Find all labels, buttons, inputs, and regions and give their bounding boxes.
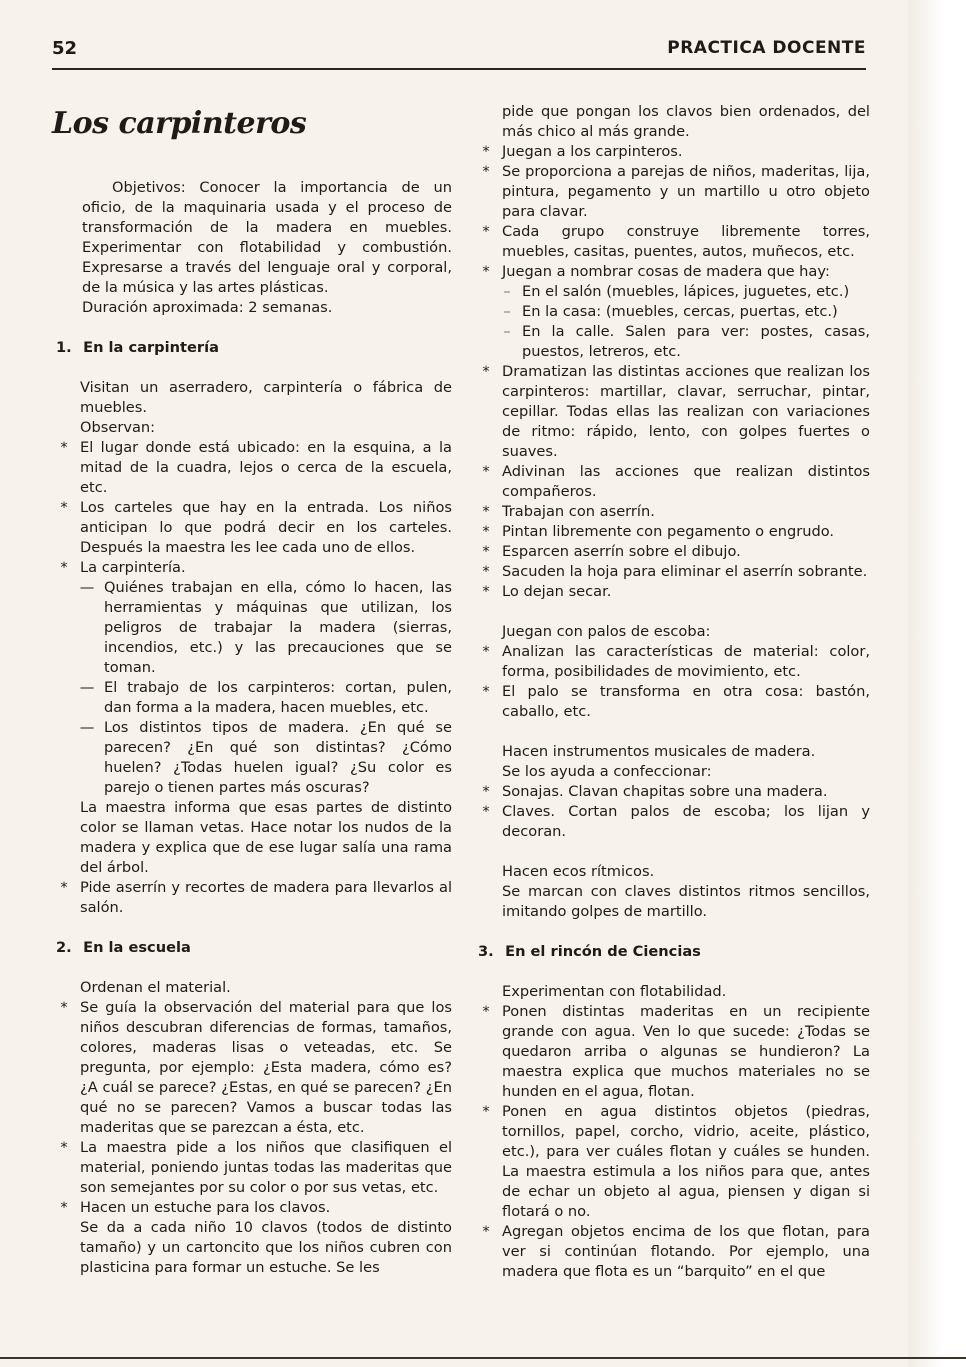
bullet-item bbox=[52, 1198, 452, 1218]
page-edge bbox=[908, 0, 966, 1367]
bullet-item bbox=[474, 562, 870, 582]
dash-marker: – bbox=[503, 323, 511, 340]
item-text: Lo dejan secar. bbox=[502, 583, 612, 600]
paragraph: Hacen ecos rítmicos. bbox=[502, 863, 655, 880]
bullet-marker: * bbox=[482, 803, 490, 820]
item-text: Se guía la observación del material para que los niños descubran diferencias de formas, tamaños, colores, maderas lisas o veteadas, etc. Se pregunta, por ejemplo: ¿Esta madera, cómo es? ¿A cuál se parece? ¿Estas, en qué se parecen? ¿En qué no se parecen? Vamos a buscar todas las maderitas que se parezcan a ésta, etc. bbox=[80, 999, 452, 1136]
item-text: Trabajan con aserrín. bbox=[502, 503, 655, 520]
item-text: Cada grupo construye libremente torres, muebles, casitas, puentes, autos, muñecos, etc. bbox=[502, 223, 870, 260]
dash-item bbox=[52, 718, 452, 798]
bullet-marker: * bbox=[482, 1003, 490, 1020]
item-text: Hacen un estuche para los clavos. bbox=[80, 1199, 331, 1216]
section-title: En el rincón de Ciencias bbox=[505, 943, 701, 960]
bullet-item bbox=[52, 878, 452, 918]
item-text: La maestra pide a los niños que clasifiquen el material, poniendo juntas todas las maderitas que son semejantes por su color o por sus vetas, etc. bbox=[80, 1139, 452, 1196]
bullet-item bbox=[474, 1222, 870, 1282]
item-text: Ponen distintas maderitas en un recipiente grande con agua. Ven lo que sucede: ¿Todas se quedaron arriba o algunas se hundieron? La maestra explica que muchos materiales no se hunden en el agua, flotan. bbox=[502, 1003, 870, 1100]
section-heading-2 bbox=[52, 938, 452, 958]
bullet-item bbox=[474, 782, 870, 802]
item-text: Sonajas. Clavan chapitas sobre una madera. bbox=[502, 783, 828, 800]
dash-marker: — bbox=[79, 579, 95, 596]
item-text: El lugar donde está ubicado: en la esquina, a la mitad de la cuadra, lejos o cerca de la escuela, etc. bbox=[80, 439, 452, 496]
objectives-paragraph: Objetivos: Conocer la importancia de un oficio, de la maquinaria usada y el proceso de transformación de la madera en muebles. Experimentar con flotabilidad y combustión. Expresarse a través del lenguaje oral y corporal, de la música y las artes plásticas. bbox=[82, 179, 452, 296]
paragraph: Experimentan con flotabilidad. bbox=[502, 983, 727, 1000]
bullet-item bbox=[52, 438, 452, 498]
paragraph: Hacen instrumentos musicales de madera. bbox=[502, 743, 816, 760]
item-text: Pintan libremente con pegamento o engrudo. bbox=[502, 523, 835, 540]
bullet-item bbox=[52, 998, 452, 1138]
bullet-marker: * bbox=[482, 643, 490, 660]
bullet-marker: * bbox=[482, 223, 490, 240]
bullet-item bbox=[474, 462, 870, 502]
right-column bbox=[474, 102, 870, 1282]
item-text: El palo se transforma en otra cosa: bastón, caballo, etc. bbox=[502, 683, 870, 720]
bullet-marker: * bbox=[482, 363, 490, 380]
paragraph: Se da a cada niño 10 clavos (todos de distinto tamaño) y un cartoncito que los niños cubren con plasticina para formar un estuche. Se les bbox=[80, 1219, 452, 1276]
dash-marker: – bbox=[503, 303, 511, 320]
paragraph: pide que pongan los clavos bien ordenados, del más chico al más grande. bbox=[502, 103, 870, 140]
bullet-item bbox=[474, 802, 870, 842]
bullet-marker: * bbox=[482, 1223, 490, 1240]
bullet-item bbox=[474, 262, 870, 282]
dash-item bbox=[52, 678, 452, 718]
bullet-marker: * bbox=[482, 503, 490, 520]
bullet-marker: * bbox=[482, 783, 490, 800]
bullet-marker: * bbox=[482, 463, 490, 480]
bullet-item bbox=[474, 362, 870, 462]
item-text: Agregan objetos encima de los que flotan, para ver si continúan flotando. Por ejemplo, una madera que flota es un “barquito” en el que bbox=[502, 1223, 870, 1280]
bottom-rule bbox=[0, 1357, 966, 1359]
section-number: 2. bbox=[56, 939, 72, 956]
item-text: En la calle. Salen para ver: postes, casas, puestos, letreros, etc. bbox=[522, 323, 870, 360]
bullet-item bbox=[474, 142, 870, 162]
bullet-item bbox=[474, 542, 870, 562]
bullet-marker: * bbox=[482, 163, 490, 180]
item-text: Adivinan las acciones que realizan distintos compañeros. bbox=[502, 463, 870, 500]
bullet-marker: * bbox=[60, 439, 68, 456]
item-text: Se proporciona a parejas de niños, maderitas, lija, pintura, pegamento y un martillo u otro objeto para clavar. bbox=[502, 163, 870, 220]
dash-item bbox=[52, 578, 452, 678]
bullet-item bbox=[474, 682, 870, 722]
item-text: En la casa: (muebles, cercas, puertas, etc.) bbox=[522, 303, 838, 320]
dash-marker: — bbox=[79, 679, 95, 696]
paragraph: Observan: bbox=[80, 419, 156, 436]
dash-item bbox=[474, 302, 870, 322]
item-text: Juegan a los carpinteros. bbox=[502, 143, 683, 160]
dash-item bbox=[474, 322, 870, 362]
bullet-marker: * bbox=[482, 263, 490, 280]
bullet-item bbox=[474, 1102, 870, 1222]
bullet-item bbox=[474, 582, 870, 602]
item-text: La carpintería. bbox=[80, 559, 186, 576]
item-text: Claves. Cortan palos de escoba; los lijan y decoran. bbox=[502, 803, 870, 840]
bullet-item bbox=[52, 498, 452, 558]
bullet-marker: * bbox=[60, 499, 68, 516]
dash-marker: — bbox=[79, 719, 95, 736]
bullet-marker: * bbox=[60, 879, 68, 896]
section-number: 1. bbox=[56, 339, 72, 356]
bullet-marker: * bbox=[60, 1139, 68, 1156]
item-text: Analizan las características de material: color, forma, posibilidades de movimiento, etc. bbox=[502, 643, 870, 680]
duration-text: Duración aproximada: 2 semanas. bbox=[82, 299, 333, 316]
item-text: Pide aserrín y recortes de madera para llevarlos al salón. bbox=[80, 879, 452, 916]
bullet-marker: * bbox=[482, 683, 490, 700]
paragraph: Se marcan con claves distintos ritmos sencillos, imitando golpes de martillo. bbox=[502, 883, 870, 920]
section-title: En la carpintería bbox=[83, 339, 219, 356]
bullet-marker: * bbox=[482, 523, 490, 540]
page-number: 52 bbox=[52, 38, 78, 59]
section-name: PRACTICA DOCENTE bbox=[667, 38, 866, 58]
bullet-marker: * bbox=[60, 999, 68, 1016]
paragraph: Visitan un aserradero, carpintería o fábrica de muebles. bbox=[80, 379, 452, 416]
bullet-item bbox=[474, 522, 870, 542]
item-text: Dramatizan las distintas acciones que realizan los carpinteros: martillar, clavar, serruchar, pintar, cepillar. Todas ellas las realizan con variaciones de ritmo: rápido, lento, con golpes fuertes o suaves. bbox=[502, 363, 870, 460]
paragraph: Se los ayuda a confeccionar: bbox=[502, 763, 712, 780]
dash-item bbox=[474, 282, 870, 302]
paragraph: La maestra informa que esas partes de distinto color se llaman vetas. Hace notar los nudos de la madera y explica que de ese lugar salía una rama del árbol. bbox=[80, 799, 452, 876]
dash-marker: – bbox=[503, 283, 511, 300]
bullet-marker: * bbox=[482, 543, 490, 560]
paragraph: Juegan con palos de escoba: bbox=[502, 623, 711, 640]
bullet-marker: * bbox=[60, 1199, 68, 1216]
bullet-item bbox=[474, 502, 870, 522]
left-column bbox=[52, 100, 452, 1278]
page-header bbox=[52, 38, 866, 70]
item-text: El trabajo de los carpinteros: cortan, pulen, dan forma a la madera, hacen muebles, etc. bbox=[104, 679, 452, 716]
bullet-marker: * bbox=[482, 563, 490, 580]
bullet-marker: * bbox=[60, 559, 68, 576]
item-text: Los carteles que hay en la entrada. Los niños anticipan lo que podrá decir en los carteles. Después la maestra les lee cada uno de ellos. bbox=[80, 499, 452, 556]
section-heading-1 bbox=[52, 338, 452, 358]
bullet-item bbox=[474, 162, 870, 222]
bullet-marker: * bbox=[482, 143, 490, 160]
bullet-item bbox=[474, 222, 870, 262]
item-text: Juegan a nombrar cosas de madera que hay: bbox=[502, 263, 830, 280]
section-title: En la escuela bbox=[83, 939, 191, 956]
article-title: Los carpinteros bbox=[52, 106, 307, 141]
bullet-item bbox=[52, 1138, 452, 1198]
item-text: Esparcen aserrín sobre el dibujo. bbox=[502, 543, 741, 560]
bullet-item bbox=[474, 642, 870, 682]
item-text: En el salón (muebles, lápices, juguetes, etc.) bbox=[522, 283, 850, 300]
bullet-marker: * bbox=[482, 583, 490, 600]
bullet-marker: * bbox=[482, 1103, 490, 1120]
bullet-item bbox=[52, 558, 452, 578]
section-number: 3. bbox=[478, 943, 494, 960]
bullet-item bbox=[474, 1002, 870, 1102]
paragraph: Ordenan el material. bbox=[80, 979, 231, 996]
item-text: Los distintos tipos de madera. ¿En qué se parecen? ¿En qué son distintas? ¿Cómo huelen? ¿Todas huelen igual? ¿Su color es parejo o tienen partes más oscuras? bbox=[104, 719, 452, 796]
section-heading-3 bbox=[474, 942, 870, 962]
item-text: Quiénes trabajan en ella, cómo lo hacen, las herramientas y máquinas que utilizan, los peligros de trabajar la madera (sierras, incendios, etc.) y las precauciones que se toman. bbox=[104, 579, 452, 676]
item-text: Ponen en agua distintos objetos (piedras, tornillos, papel, corcho, vidrio, aceite, plástico, etc.), para ver cuáles flotan y cuáles se hunden. La maestra estimula a los niños para que, antes de echar un objeto al agua, piensen y digan si flotará o no. bbox=[502, 1103, 870, 1220]
item-text: Sacuden la hoja para eliminar el aserrín sobrante. bbox=[502, 563, 868, 580]
